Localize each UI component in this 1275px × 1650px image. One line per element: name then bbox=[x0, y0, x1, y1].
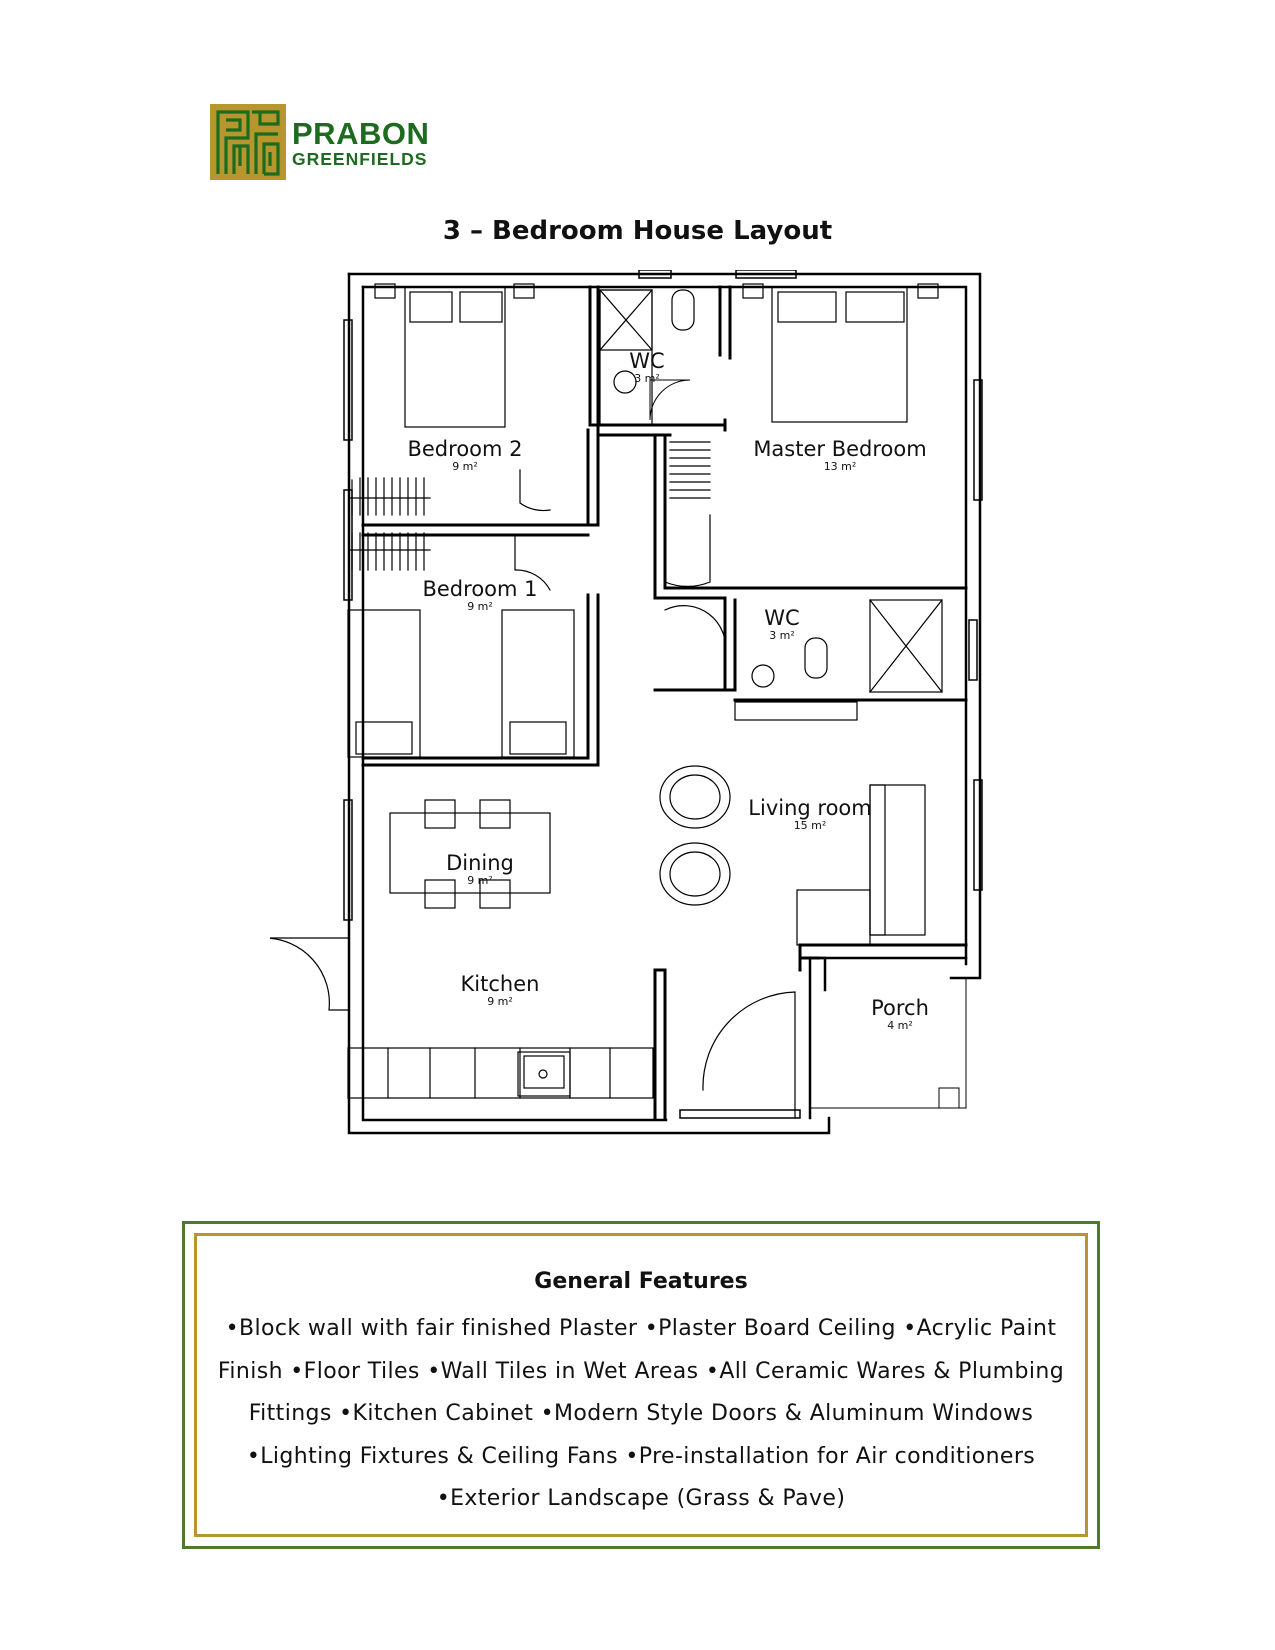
general-features-title: General Features bbox=[534, 1269, 748, 1294]
room-label-bedroom-2 bbox=[400, 438, 530, 474]
room-area: 9 m² bbox=[487, 995, 513, 1009]
room-area: 4 m² bbox=[887, 1019, 913, 1033]
brand-name-line2: GREENFIELDS bbox=[292, 149, 428, 169]
room-name: WC bbox=[764, 606, 800, 630]
prabon-greenfields-logo-icon bbox=[210, 104, 286, 180]
room-area: 9 m² bbox=[467, 874, 493, 888]
room-area: 15 m² bbox=[793, 819, 827, 833]
room-area: 9 m² bbox=[467, 600, 493, 614]
brand-name bbox=[292, 118, 429, 169]
room-name: Bedroom 1 bbox=[422, 577, 538, 601]
room-area: 3 m² bbox=[634, 372, 660, 386]
room-label-bedroom-1 bbox=[415, 578, 545, 614]
room-label-wc-lower bbox=[752, 607, 812, 643]
general-features-inner-border bbox=[194, 1233, 1088, 1537]
room-name: Master Bedroom bbox=[753, 437, 927, 461]
room-label-porch bbox=[860, 997, 940, 1033]
room-name: Bedroom 2 bbox=[407, 437, 523, 461]
room-label-wc-upper bbox=[617, 350, 677, 386]
room-area: 13 m² bbox=[823, 460, 857, 474]
room-label-kitchen bbox=[450, 973, 550, 1009]
window-marks bbox=[344, 270, 982, 1118]
room-name: WC bbox=[629, 349, 665, 373]
brand-logo bbox=[210, 104, 440, 182]
furniture bbox=[348, 284, 966, 1108]
room-name: Dining bbox=[446, 851, 514, 875]
room-label-master-bedroom bbox=[740, 438, 940, 474]
room-name: Porch bbox=[871, 996, 929, 1020]
floor-plan-drawing bbox=[270, 270, 1010, 1170]
general-features-box bbox=[182, 1221, 1100, 1549]
wardrobe-master bbox=[670, 442, 710, 498]
room-name: Kitchen bbox=[460, 972, 540, 996]
general-features-text: •Block wall with fair finished Plaster •Plaster Board Ceiling •Acrylic Paint Finish •Floor Tiles •Wall Tiles in Wet Areas •All Ceramic Wares & Plumbing Fittings •Kitchen Cabinet •Modern Style Doors & Aluminum Windows •Lighting Fixtures & Ceiling Fans •Pre-installation for Air conditioners •Exterior Landscape (Grass & Pave) bbox=[217, 1316, 1065, 1511]
room-label-living-room bbox=[745, 797, 875, 833]
brand-name-line1: PRABON bbox=[292, 116, 430, 151]
room-area: 3 m² bbox=[769, 629, 795, 643]
page-title: 3 – Bedroom House Layout bbox=[442, 216, 833, 246]
room-area: 9 m² bbox=[452, 460, 478, 474]
room-label-dining bbox=[440, 852, 520, 888]
room-name: Living room bbox=[748, 796, 872, 820]
floor-plan bbox=[270, 270, 1010, 1170]
